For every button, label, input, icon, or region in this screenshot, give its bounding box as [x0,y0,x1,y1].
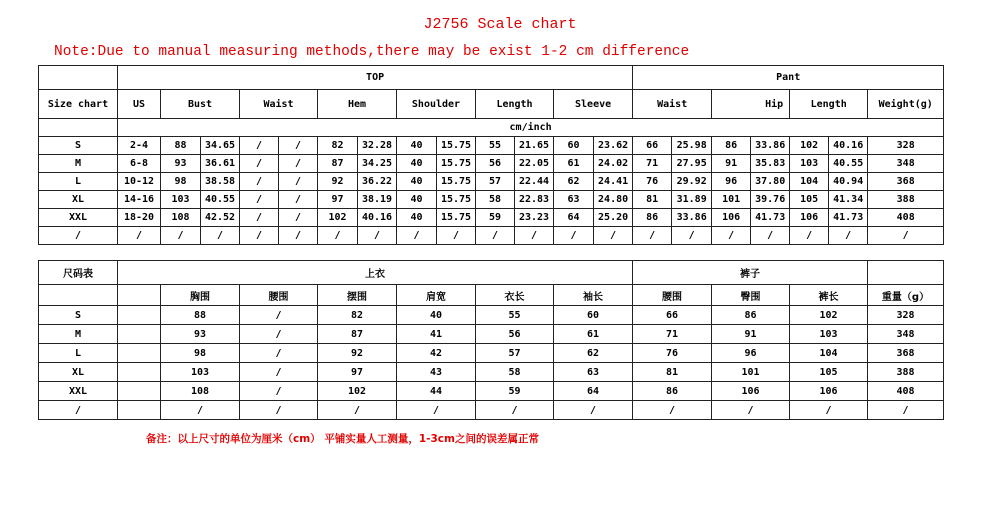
cn-value-cell: 61 [554,325,633,344]
en-value-cell: 21.65 [515,137,554,155]
en-value-cell: / [515,227,554,245]
cn-blank-cell [118,382,161,401]
en-header-sleeve: Sleeve [554,90,633,119]
en-value-cell: / [240,191,279,209]
cn-value-cell: 42 [397,344,476,363]
cn-size-cell: XXL [39,382,118,401]
en-value-cell: 108 [161,209,201,227]
en-value-cell: / [554,227,594,245]
cn-value-cell: 103 [790,325,868,344]
en-size-cell: S [39,137,118,155]
en-size-cell: / [39,227,118,245]
en-value-cell: 41.73 [751,209,790,227]
cn-blank-cell [118,401,161,420]
cn-value-cell: / [397,401,476,420]
cn-table-row [39,401,944,420]
en-size-cell: XL [39,191,118,209]
en-value-cell: / [829,227,868,245]
en-value-cell: / [279,173,318,191]
cn-value-cell: 55 [476,306,554,325]
en-value-cell: 87 [318,155,358,173]
en-value-cell: 42.52 [201,209,240,227]
en-header-us: US [118,90,161,119]
en-value-cell: 82 [318,137,358,155]
en-value-cell: 40.55 [829,155,868,173]
cn-value-cell: 101 [712,363,790,382]
en-value-cell: 96 [712,173,751,191]
cn-value-cell: / [712,401,790,420]
cn-blank-cell [118,344,161,363]
cn-value-cell: / [633,401,712,420]
en-value-cell: 88 [161,137,201,155]
en-value-cell: 40 [397,155,437,173]
en-value-cell: 31.89 [672,191,712,209]
cn-header-hip: 臀围 [712,285,790,306]
en-value-cell: 91 [712,155,751,173]
en-value-cell: 57 [476,173,515,191]
cn-table-row [39,325,944,344]
en-value-cell: 106 [790,209,829,227]
en-unit-row [39,119,944,137]
en-value-cell: / [594,227,633,245]
en-value-cell: 22.44 [515,173,554,191]
en-size-cell: L [39,173,118,191]
en-value-cell: / [751,227,790,245]
en-value-cell: / [240,155,279,173]
cn-table-row [39,306,944,325]
en-table-row [39,137,944,155]
en-table-body [39,137,944,245]
en-value-cell: 24.02 [594,155,633,173]
en-value-cell: 15.75 [437,173,476,191]
cn-value-cell: 97 [318,363,397,382]
en-value-cell: 39.76 [751,191,790,209]
en-value-cell: 56 [476,155,515,173]
en-value-cell: / [358,227,397,245]
cn-value-cell: 40 [397,306,476,325]
en-header-pant-length: Length [790,90,868,119]
en-size-cell: XXL [39,209,118,227]
measuring-note: Note:Due to manual measuring methods,there may be exist 1-2 cm difference [54,44,690,60]
cn-value-cell: / [240,363,318,382]
cn-value-cell: 44 [397,382,476,401]
cn-value-cell: / [240,401,318,420]
cn-value-cell: 43 [397,363,476,382]
cn-header-pant-length: 裤长 [790,285,868,306]
cn-value-cell: 63 [554,363,633,382]
cn-value-cell: / [240,344,318,363]
cn-value-cell: 388 [868,363,944,382]
english-size-table [38,65,944,245]
en-value-cell: / [279,227,318,245]
en-value-cell: / [790,227,829,245]
en-value-cell: 29.92 [672,173,712,191]
en-value-cell: 61 [554,155,594,173]
cn-group-header-row [39,261,944,285]
en-value-cell: 59 [476,209,515,227]
en-value-cell: / [712,227,751,245]
en-value-cell: 22.05 [515,155,554,173]
en-value-cell: 23.62 [594,137,633,155]
en-value-cell: 41.73 [829,209,868,227]
en-value-cell: / [279,191,318,209]
en-value-cell: 66 [633,137,672,155]
en-value-cell: 93 [161,155,201,173]
cn-value-cell: / [554,401,633,420]
en-value-cell: 64 [554,209,594,227]
en-value-cell: / [476,227,515,245]
en-value-cell: 38.58 [201,173,240,191]
en-value-cell: 14-16 [118,191,161,209]
en-value-cell: / [240,209,279,227]
en-group-header-row [39,66,944,90]
cn-value-cell: 368 [868,344,944,363]
en-value-cell: 86 [633,209,672,227]
en-value-cell: 101 [712,191,751,209]
en-value-cell: 15.75 [437,155,476,173]
cn-group-pant: 裤子 [633,261,868,285]
cn-blank-cell [118,306,161,325]
en-value-cell: 63 [554,191,594,209]
en-value-cell: 105 [790,191,829,209]
en-value-cell: 40.94 [829,173,868,191]
en-value-cell: 388 [868,191,944,209]
en-value-cell: 40 [397,209,437,227]
cn-value-cell: 102 [790,306,868,325]
en-table-row [39,173,944,191]
en-unit-blank [39,119,118,137]
en-value-cell: 62 [554,173,594,191]
cn-value-cell: / [240,382,318,401]
en-header-bust: Bust [161,90,240,119]
en-value-cell: 97 [318,191,358,209]
cn-value-cell: 81 [633,363,712,382]
cn-header-weight: 重量（g） [868,285,944,306]
en-value-cell: 104 [790,173,829,191]
cn-value-cell: 86 [633,382,712,401]
cn-header-shoulder: 肩宽 [397,285,476,306]
cn-size-cell: L [39,344,118,363]
en-value-cell: 98 [161,173,201,191]
en-value-cell: 58 [476,191,515,209]
cn-value-cell: 64 [554,382,633,401]
cn-size-cell: XL [39,363,118,382]
en-header-pant-waist: Waist [633,90,712,119]
en-value-cell: 103 [161,191,201,209]
en-value-cell: / [437,227,476,245]
cn-value-cell: 59 [476,382,554,401]
en-header-waist: Waist [240,90,318,119]
en-value-cell: 33.86 [751,137,790,155]
cn-value-cell: 76 [633,344,712,363]
cn-value-cell: 105 [790,363,868,382]
chinese-size-table [38,260,944,420]
cn-header-waist: 腰围 [240,285,318,306]
en-size-cell: M [39,155,118,173]
cn-header-pant-waist: 腰围 [633,285,712,306]
en-header-length: Length [476,90,554,119]
cn-size-cell: M [39,325,118,344]
en-value-cell: 40.16 [829,137,868,155]
en-value-cell: 36.22 [358,173,397,191]
cn-value-cell: / [318,401,397,420]
cn-table-row [39,363,944,382]
en-value-cell: 60 [554,137,594,155]
en-value-cell: / [118,227,161,245]
en-value-cell: 24.80 [594,191,633,209]
en-value-cell: 106 [712,209,751,227]
cn-value-cell: 106 [712,382,790,401]
en-value-cell: 36.61 [201,155,240,173]
en-corner-cell [39,66,118,90]
cn-value-cell: 57 [476,344,554,363]
en-value-cell: 71 [633,155,672,173]
en-table-row [39,227,944,245]
en-value-cell: / [240,173,279,191]
en-value-cell: 103 [790,155,829,173]
cn-value-cell: 82 [318,306,397,325]
cn-value-cell: 348 [868,325,944,344]
cn-value-cell: / [476,401,554,420]
cn-value-cell: / [868,401,944,420]
cn-value-cell: / [161,401,240,420]
en-value-cell: 86 [712,137,751,155]
cn-value-cell: 66 [633,306,712,325]
en-value-cell: / [240,227,279,245]
cn-size-cell: / [39,401,118,420]
cn-value-cell: 86 [712,306,790,325]
cn-blank-cell [118,325,161,344]
en-table-row [39,191,944,209]
cn-value-cell: 71 [633,325,712,344]
cn-value-cell: 56 [476,325,554,344]
en-value-cell: / [868,227,944,245]
en-value-cell: 348 [868,155,944,173]
en-value-cell: 92 [318,173,358,191]
en-value-cell: 41.34 [829,191,868,209]
en-value-cell: 37.80 [751,173,790,191]
cn-value-cell: 92 [318,344,397,363]
cn-value-cell: 328 [868,306,944,325]
en-value-cell: 408 [868,209,944,227]
cn-header-length: 衣长 [476,285,554,306]
en-value-cell: / [672,227,712,245]
cn-value-cell: 96 [712,344,790,363]
en-value-cell: / [201,227,240,245]
cn-header-blank-2 [118,285,161,306]
en-value-cell: 15.75 [437,191,476,209]
en-value-cell: 368 [868,173,944,191]
cn-header-blank-1 [39,285,118,306]
en-value-cell: 22.83 [515,191,554,209]
cn-table-row [39,382,944,401]
en-value-cell: 10-12 [118,173,161,191]
en-value-cell: 15.75 [437,209,476,227]
cn-value-cell: 108 [161,382,240,401]
en-value-cell: 23.23 [515,209,554,227]
en-value-cell: 18-20 [118,209,161,227]
en-table-row [39,209,944,227]
cn-value-cell: / [240,306,318,325]
en-value-cell: 34.65 [201,137,240,155]
en-value-cell: 32.28 [358,137,397,155]
en-value-cell: 27.95 [672,155,712,173]
en-header-hem: Hem [318,90,397,119]
en-value-cell: 40.55 [201,191,240,209]
cn-group-blank [868,261,944,285]
cn-size-cell: S [39,306,118,325]
cn-value-cell: 106 [790,382,868,401]
en-group-top: TOP [118,66,633,90]
en-value-cell: 15.75 [437,137,476,155]
cn-value-cell: 60 [554,306,633,325]
en-table-row [39,155,944,173]
en-value-cell: 76 [633,173,672,191]
cn-table-body [39,306,944,420]
en-size-chart-label: Size chart [39,90,118,119]
en-value-cell: 33.86 [672,209,712,227]
en-value-cell: 328 [868,137,944,155]
en-value-cell: 2-4 [118,137,161,155]
en-value-cell: / [279,155,318,173]
en-header-shoulder: Shoulder [397,90,476,119]
en-column-header-row [39,90,944,119]
cn-value-cell: 62 [554,344,633,363]
en-value-cell: 38.19 [358,191,397,209]
cn-column-header-row [39,285,944,306]
en-value-cell: 6-8 [118,155,161,173]
cn-header-sleeve: 袖长 [554,285,633,306]
cn-value-cell: 41 [397,325,476,344]
cn-value-cell: 98 [161,344,240,363]
en-value-cell: / [279,137,318,155]
en-value-cell: / [279,209,318,227]
cn-value-cell: 58 [476,363,554,382]
en-unit-label: cm/inch [118,119,944,137]
cn-value-cell: 103 [161,363,240,382]
en-value-cell: / [397,227,437,245]
en-header-weight: Weight(g) [868,90,944,119]
cn-size-table-label: 尺码表 [39,261,118,285]
cn-group-top: 上衣 [118,261,633,285]
en-value-cell: 40.16 [358,209,397,227]
cn-value-cell: / [240,325,318,344]
en-value-cell: 81 [633,191,672,209]
en-value-cell: / [240,137,279,155]
en-value-cell: 34.25 [358,155,397,173]
en-group-pant: Pant [633,66,944,90]
cn-value-cell: / [790,401,868,420]
cn-value-cell: 87 [318,325,397,344]
en-value-cell: / [633,227,672,245]
en-value-cell: 40 [397,137,437,155]
cn-value-cell: 93 [161,325,240,344]
en-value-cell: 40 [397,173,437,191]
en-value-cell: 25.98 [672,137,712,155]
cn-table-row [39,344,944,363]
en-value-cell: 55 [476,137,515,155]
en-header-hip: Hip [712,90,790,119]
cn-value-cell: 88 [161,306,240,325]
cn-header-bust: 胸围 [161,285,240,306]
cn-value-cell: 102 [318,382,397,401]
cn-value-cell: 104 [790,344,868,363]
cn-value-cell: 91 [712,325,790,344]
cn-header-hem: 摆围 [318,285,397,306]
chart-title: J2756 Scale chart [423,16,577,33]
en-value-cell: 35.83 [751,155,790,173]
en-value-cell: / [318,227,358,245]
cn-blank-cell [118,363,161,382]
en-value-cell: 24.41 [594,173,633,191]
en-value-cell: 102 [318,209,358,227]
chinese-footnote: 备注：以上尺寸的单位为厘米（cm） 平铺实量人工测量，1-3cm之间的误差属正常 [146,433,539,445]
cn-value-cell: 408 [868,382,944,401]
en-value-cell: 40 [397,191,437,209]
en-value-cell: / [161,227,201,245]
en-value-cell: 25.20 [594,209,633,227]
en-value-cell: 102 [790,137,829,155]
